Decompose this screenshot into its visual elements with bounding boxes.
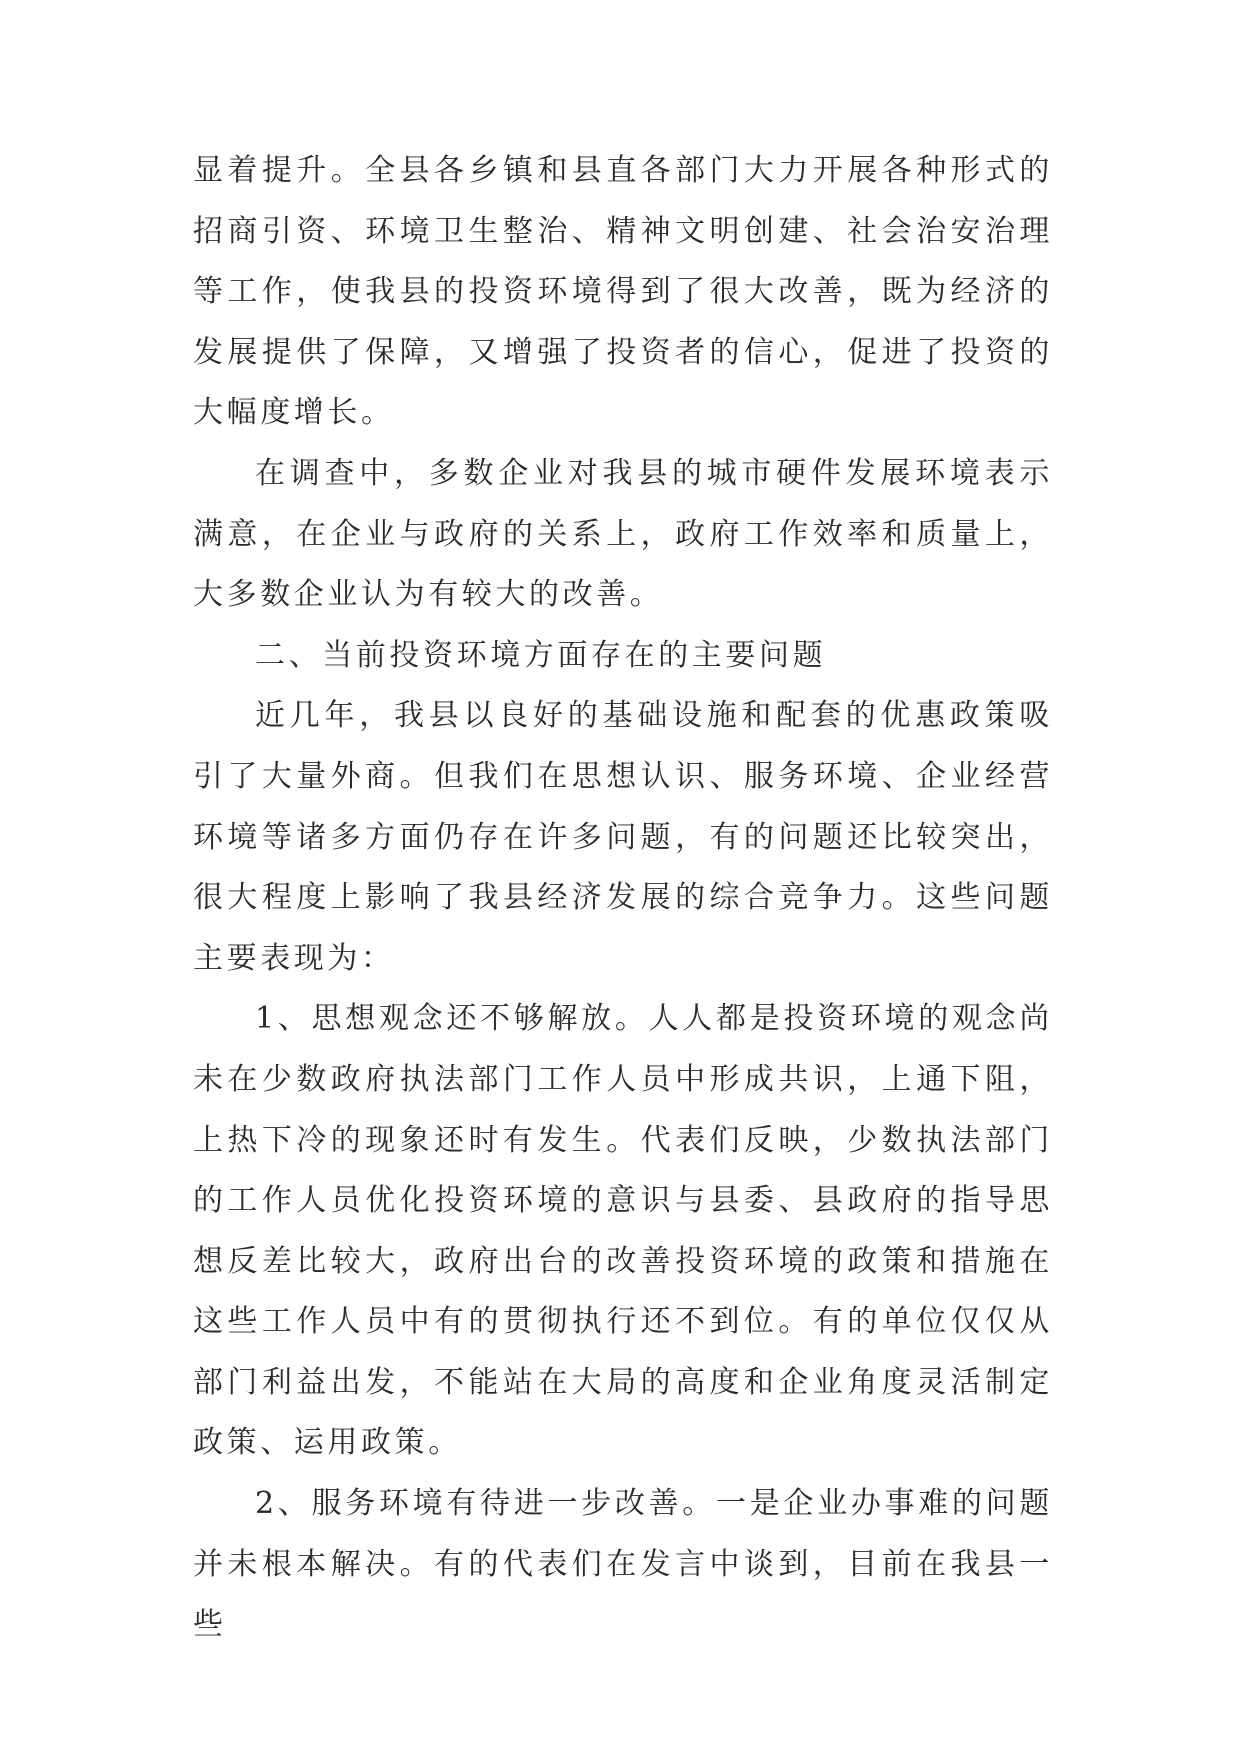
document-body: [193, 141, 1053, 1656]
paragraph-point-1: 1、思想观念还不够解放。人人都是投资环境的观念尚未在少数政府执法部门工作人员中形成共识，上通下阻，上热下冷的现象还时有发生。代表们反映，少数执法部门的工作人员优化投资环境的意识与县委、县政府的指导思想反差比较大，政府出台的改善投资环境的政策和措施在这些工作人员中有的贯彻执行还不到位。有的单位仅仅从部门利益出发，不能站在大局的高度和企业角度灵活制定政策、运用政策。: [193, 1001, 1053, 1461]
paragraph-point-2: 2、服务环境有待进一步改善。一是企业办事难的问题并未根本解决。有的代表们在发言中谈到，目前在我县一些: [193, 1486, 1053, 1643]
paragraph-problems-intro: 近几年，我县以良好的基础设施和配套的优惠政策吸引了大量外商。但我们在思想认识、服务环境、企业经营环境等诸多方面仍存在许多问题，有的问题还比较突出，很大程度上影响了我县经济发展的综合竞争力。这些问题主要表现为：: [193, 698, 1053, 976]
paragraph-continuation: 显着提升。全县各乡镇和县直各部门大力开展各种形式的招商引资、环境卫生整治、精神文明创建、社会治安治理等工作，使我县的投资环境得到了很大改善，既为经济的发展提供了保障，又增强了投资者的信心，促进了投资的大幅度增长。: [193, 153, 1053, 431]
section-heading-problems: 二、当前投资环境方面存在的主要问题: [255, 637, 827, 673]
paragraph-survey-findings: 在调查中，多数企业对我县的城市硬件发展环境表示满意，在企业与政府的关系上，政府工作效率和质量上，大多数企业认为有较大的改善。: [193, 455, 1053, 613]
